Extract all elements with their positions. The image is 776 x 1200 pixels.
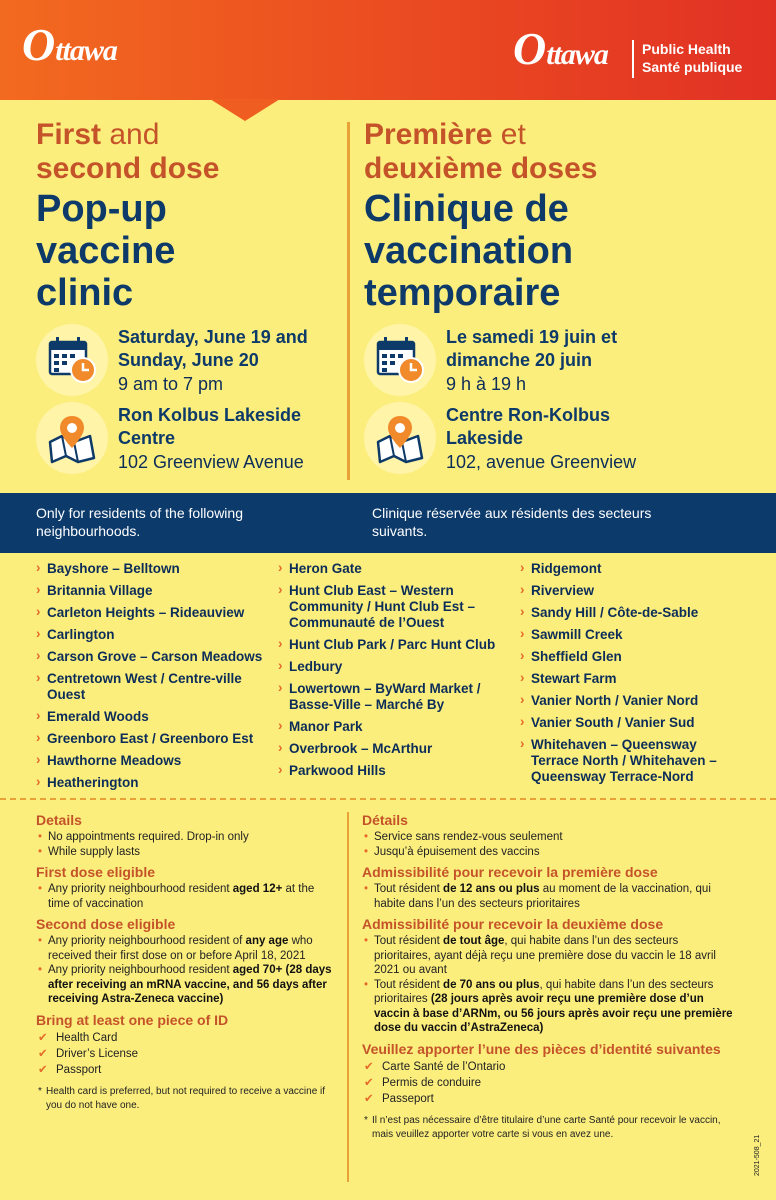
second-dose-heading: Second dose eligible (36, 916, 176, 932)
band-text-fr: Clinique réservée aux résidents des secteurs suivants. (372, 505, 652, 539)
public-health-en: Public Health (642, 41, 731, 57)
id-list (36, 1030, 336, 1078)
list-item (36, 882, 336, 911)
french-column (364, 118, 764, 472)
location-line2: Lakeside (446, 428, 524, 448)
english-column (36, 118, 376, 472)
dose-heading-fr (364, 118, 764, 186)
neighbourhood-list (278, 561, 508, 785)
text-post: au moment de la vaccination, qui habite dans l’un des secteurs prioritaires (374, 883, 711, 910)
id-label: Permis de conduire (382, 1076, 482, 1089)
ottawa-logo (22, 19, 117, 70)
text-bold: aged 70+ (232, 964, 283, 976)
first-dose-list (36, 882, 336, 911)
dose-word: First (36, 118, 102, 151)
logo-mark: O (22, 19, 56, 70)
neighbourhood-list (36, 561, 266, 797)
time-text: 9 h à 19 h (446, 374, 527, 394)
list-item: › Centretown West / Centre-ville Ouest (36, 671, 266, 703)
text-pre: Tout résident (374, 883, 444, 895)
details-heading: Détails (362, 812, 408, 828)
eligibility-band (0, 493, 776, 553)
list-item: › Riverview (520, 583, 745, 599)
text-bold: (28 jours après avoir reçu une première dose d’un vaccin à base d’ARNm, ou 56 jours après avoir reçu une première dose du vaccin d’AstraZeneca) (374, 993, 733, 1034)
text-post: who received their first dose on or before April 18, 2021 (48, 935, 313, 962)
second-dose-list (362, 934, 737, 1036)
list-item: › Emerald Woods (36, 709, 266, 725)
list-item: › Ledbury (278, 659, 508, 675)
list-item: › Vanier North / Vanier Nord (520, 693, 745, 709)
list-item (362, 934, 737, 978)
date-row (36, 324, 376, 404)
list-item (362, 1091, 737, 1107)
id-label: Passport (56, 1063, 102, 1076)
details-list (362, 830, 737, 859)
second-dose-heading: Admissibilité pour recevoir la deuxième dose (362, 916, 664, 932)
dose-rest: et (492, 118, 526, 151)
list-item: › Stewart Farm (520, 671, 745, 687)
check-icon: ✔ (38, 1047, 48, 1060)
map-pin-icon (364, 402, 436, 474)
text-pre: Any priority neighbourhood resident of (48, 935, 246, 947)
text-bold: (28 days after receiving an mRNA vaccine, and 56 days after receiving Astra-Zeneca vaccine) (48, 964, 332, 1005)
list-item: › Bayshore – Belltown (36, 561, 266, 577)
clinic-title-fr (364, 188, 764, 314)
text-post: , qui habite dans l’un des secteurs prioritaires (374, 978, 714, 1005)
location-line2: Centre (118, 428, 176, 448)
date-text-fr (446, 326, 617, 396)
list-item: • While supply lasts (36, 845, 336, 860)
time-text: 9 am to 7 pm (118, 374, 224, 394)
address-text: 102, avenue Greenview (446, 452, 637, 472)
check-icon: ✔ (364, 1092, 374, 1105)
dose-line2: deuxième doses (364, 152, 598, 185)
title-line: Pop-up (36, 188, 167, 230)
date-text (118, 326, 308, 396)
asterisk: * (38, 1085, 42, 1097)
list-item (36, 1030, 336, 1046)
text-pre: Any priority neighbourhood resident (48, 964, 233, 976)
details-heading: Details (36, 812, 82, 828)
address-text: 102 Greenview Avenue (118, 452, 304, 472)
location-row (36, 402, 376, 482)
logo-word: ttawa (546, 38, 608, 71)
list-item: • Jusqu’à épuisement des vaccins (362, 845, 737, 860)
text-post: at the time of vaccination (48, 883, 315, 910)
list-item: › Carleton Heights – Rideauview (36, 605, 266, 621)
date-line1: Saturday, June 19 and (118, 327, 308, 347)
neighbourhood-list (520, 561, 745, 791)
id-label: Health Card (56, 1031, 118, 1044)
details-french (362, 812, 737, 1142)
list-item (362, 1059, 737, 1075)
dose-word: Première (364, 118, 493, 151)
logo-divider (632, 40, 634, 78)
check-icon: ✔ (364, 1060, 374, 1073)
first-dose-heading: First dose eligible (36, 864, 156, 880)
check-icon: ✔ (38, 1063, 48, 1076)
list-item (362, 1075, 737, 1091)
details-list (36, 830, 336, 859)
ottawa-logo-right (513, 23, 608, 74)
title-line: Clinique de (364, 188, 569, 230)
dose-rest: and (101, 118, 160, 151)
band-text-en: Only for residents of the following neighbourhoods. (36, 505, 243, 539)
list-item (36, 963, 336, 1007)
location-text (118, 404, 304, 474)
logo-word: ttawa (55, 34, 117, 67)
text-post: , qui habite dans l’un des secteurs prioritaires, ayant déjà reçu une première dose du vaccin le 18 avril 2021 ou avant (374, 935, 716, 976)
id-heading: Bring at least one piece of ID (36, 1011, 229, 1028)
text-bold: de 12 ans ou plus (443, 883, 540, 895)
footnote-text: Health card is preferred, but not required to receive a vaccine if you do not have one. (46, 1085, 326, 1111)
map-pin-icon (36, 402, 108, 474)
list-item: › Greenboro East / Greenboro Est (36, 731, 266, 747)
calendar-icon (364, 324, 436, 396)
title-line: vaccination (364, 230, 574, 272)
list-item (36, 934, 336, 963)
list-item: › Lowertown – ByWard Market / Basse-Ville – Marché By (278, 681, 508, 713)
document-code: 2021-508_21 (754, 1134, 761, 1176)
public-health-fr: Santé publique (642, 59, 743, 75)
date-row-fr (364, 324, 764, 404)
list-item: › Parkwood Hills (278, 763, 508, 779)
details-divider (347, 812, 349, 1182)
asterisk: * (364, 1114, 368, 1126)
id-label: Passeport (382, 1092, 434, 1105)
id-label: Driver’s License (56, 1047, 139, 1060)
dose-line2: second dose (36, 152, 220, 185)
title-line: clinic (36, 272, 134, 314)
list-item: › Carson Grove – Carson Meadows (36, 649, 266, 665)
location-line1: Centre Ron-Kolbus (446, 405, 610, 425)
date-line2: Sunday, June 20 (118, 350, 259, 370)
list-item: › Sawmill Creek (520, 627, 745, 643)
details-english (36, 812, 336, 1113)
text-pre: Tout résident (374, 978, 444, 991)
list-item: › Hawthorne Meadows (36, 753, 266, 769)
list-item: › Hunt Club East – Western Community / Hunt Club Est – Communauté de l’Ouest (278, 583, 508, 631)
first-dose-list (362, 882, 737, 911)
list-item: › Ridgemont (520, 561, 745, 577)
footnote (36, 1085, 336, 1113)
footnote (362, 1114, 737, 1142)
list-item: › Manor Park (278, 719, 508, 735)
id-label: Carte Santé de l’Ontario (382, 1060, 506, 1073)
list-item (36, 1046, 336, 1062)
list-item: › Whitehaven – Queensway Terrace North / Whitehaven – Queensway Terrace-Nord (520, 737, 745, 785)
text-pre: Tout résident (374, 935, 444, 947)
text-bold: any age (245, 935, 289, 947)
first-dose-heading: Admissibilité pour recevoir la première dose (362, 864, 658, 880)
list-item: • No appointments required. Drop-in only (36, 830, 336, 845)
location-line1: Ron Kolbus Lakeside (118, 405, 302, 425)
calendar-icon (36, 324, 108, 396)
date-line1: Le samedi 19 juin et (446, 327, 618, 347)
list-item: • Service sans rendez-vous seulement (362, 830, 737, 845)
list-item: › Heatherington (36, 775, 266, 791)
check-icon: ✔ (364, 1076, 374, 1089)
clinic-title (36, 188, 376, 314)
id-heading: Veuillez apporter l’une des pièces d’identité suivantes (362, 1040, 721, 1057)
list-item (36, 1062, 336, 1078)
list-item (362, 882, 737, 911)
id-list (362, 1059, 737, 1107)
footnote-text: Il n’est pas nécessaire d’être titulaire d’une carte Santé pour recevoir le vaccin, mais veuillez apporter votre carte si vous en avez une. (372, 1114, 721, 1140)
public-health-label (642, 40, 742, 76)
list-item: › Hunt Club Park / Parc Hunt Club (278, 637, 508, 653)
list-item (362, 978, 737, 1036)
date-line2: dimanche 20 juin (446, 350, 593, 370)
text-bold: de 70 ans ou plus (443, 978, 540, 991)
text-bold: de tout âge (443, 935, 505, 947)
logo-mark: O (513, 23, 547, 74)
check-icon: ✔ (38, 1031, 48, 1044)
title-line: vaccine (36, 230, 176, 272)
dose-heading (36, 118, 376, 186)
list-item: › Heron Gate (278, 561, 508, 577)
list-item: › Britannia Village (36, 583, 266, 599)
list-item: › Vanier South / Vanier Sud (520, 715, 745, 731)
list-item: › Sheffield Glen (520, 649, 745, 665)
list-item: › Sandy Hill / Côte-de-Sable (520, 605, 745, 621)
header-banner (0, 0, 776, 100)
list-item: › Overbrook – McArthur (278, 741, 508, 757)
text-pre: Any priority neighbourhood resident (48, 883, 233, 895)
text-bold: aged 12+ (232, 883, 283, 895)
location-row-fr (364, 402, 764, 482)
second-dose-list (36, 934, 336, 1007)
location-text-fr (446, 404, 636, 474)
title-line: temporaire (364, 272, 561, 314)
list-item: › Carlington (36, 627, 266, 643)
